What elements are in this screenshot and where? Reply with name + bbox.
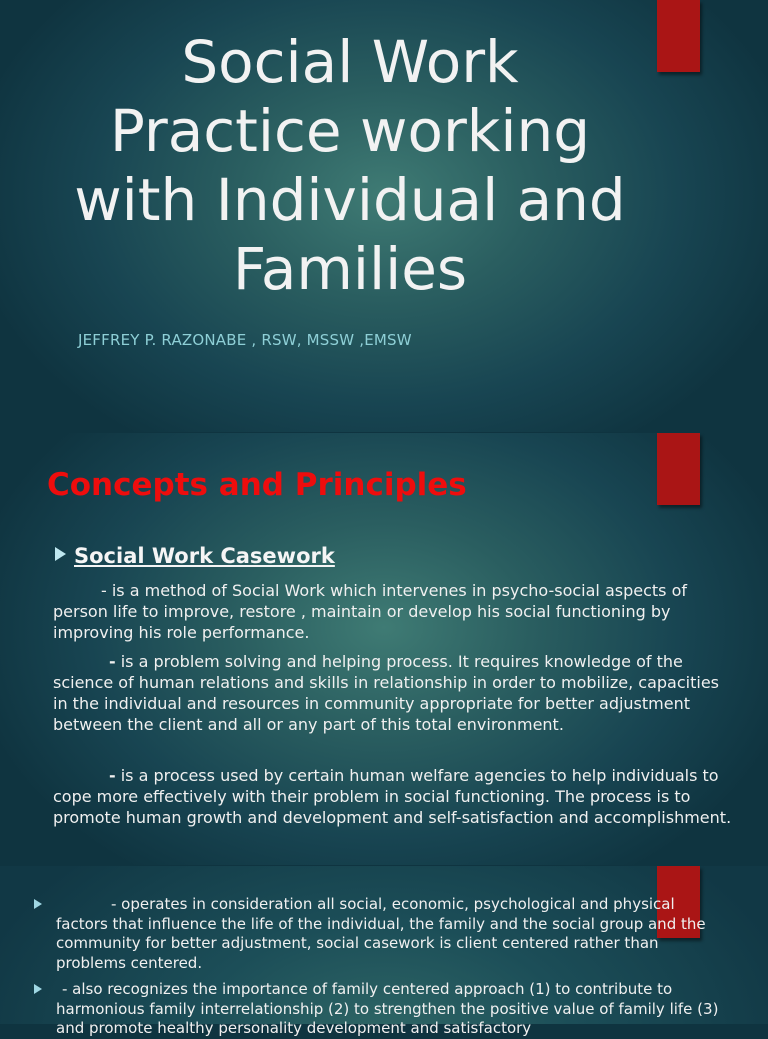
red-accent-bar	[657, 433, 700, 505]
slide-heading: Concepts and Principles	[47, 467, 467, 503]
author-subtitle: JEFFREY P. RAZONABE , RSW, MSSW ,EMSW	[78, 331, 412, 349]
paragraph-text: - is a method of Social Work which intervenes in psycho-social aspects of person life to improve, restore , maintain or develop his social functioning by improving his role performance.	[53, 581, 688, 642]
paragraph-text: is a process used by certain human welfare agencies to help individuals to cope more effectively with their problem in social functioning. The process is to promote human growth and development and self-satisfaction and accomplishment.	[53, 766, 732, 827]
paragraph-dash: -	[109, 766, 116, 785]
casework-subheading: Social Work Casework	[74, 544, 335, 568]
red-accent-bar	[657, 0, 700, 72]
bullet-triangle-icon	[34, 899, 42, 909]
casework-details-slide	[0, 866, 768, 1037]
bullet-item	[55, 544, 335, 568]
title-slide	[0, 0, 768, 432]
paragraph-dash: -	[109, 652, 116, 671]
slide-title: Social Work Practice working with Individual and Families	[74, 28, 626, 303]
bullet-triangle-icon	[34, 984, 42, 994]
concepts-slide	[0, 433, 768, 865]
definition-paragraph	[53, 580, 733, 643]
bullet-item	[34, 895, 724, 973]
definition-paragraph	[53, 765, 733, 828]
bullet-item	[34, 980, 724, 1039]
bullet-text: - also recognizes the importance of family centered approach (1) to contribute to harmonious family interrelationship (2) to strengthen the positive value of family life (3) and promote healthy personality development and satisfactory	[56, 980, 719, 1037]
bullet-text: - operates in consideration all social, economic, psychological and physical factors that influence the life of the individual, the family and the social group and the community for better adjustment, social casework is client centered rather than problems centered.	[56, 895, 706, 972]
paragraph-text: is a problem solving and helping process. It requires knowledge of the science of human relations and skills in relationship in order to mobilize, capacities in the individual and resources in community appropriate for better adjustment between the client and all or any part of this total environment.	[53, 652, 719, 734]
bullet-triangle-icon	[55, 547, 66, 561]
definition-paragraph	[53, 651, 733, 735]
